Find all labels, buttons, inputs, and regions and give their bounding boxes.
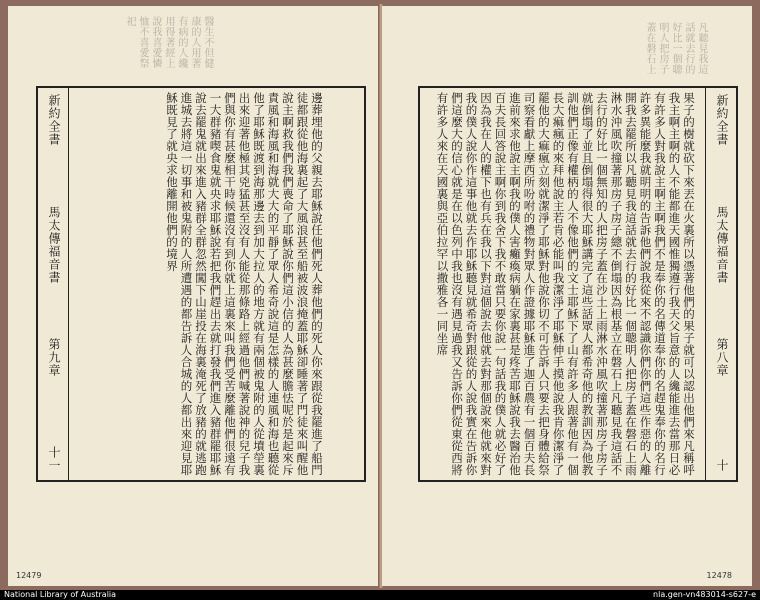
- right-page-margin-header: [705, 88, 736, 480]
- right-page-chapter-label: 第八章: [715, 338, 729, 377]
- footer-library-name: National Library of Australia: [4, 590, 117, 599]
- right-page-inventory-mark: 12478: [706, 571, 732, 580]
- right-page: [382, 6, 752, 586]
- right-page-body-text: 果子的樹就砍下來丟在火裏所以憑著他們的果子就可以認出他們來凡稱呼我主啊主啊的人不能都進天國惟獨遵行我天父旨意的人纔能進去當那日必有許多人對我說主啊主啊我們不是奉你的名傳道奉你的名趕鬼奉你的名行許多異能麼我就明明的告訴他們說我從來不認識你們你們這些作惡的人離開我去罷所以凡聽見我這話就去行的好比一個聰明人把房子蓋在磐石上雨淋水沖風吹撞著那房子房子總不倒塌因為根基立在磐石上凡聽見我這話不去行的好比一個無知的人把房子蓋在沙土上雨淋水沖風吹撞著那房子房子就倒塌了並且倒塌得很大耶穌講完了這些話眾人都希奇他的教訓因為他教訓他們正像有權柄的人不像他們的文士耶穌下了山有許多人跟著他有一個長大痲瘋的來拜他說主若肯必能叫我潔淨了耶穌伸手摸他說我肯你潔淨了罷他的大痲瘋立刻就潔淨了耶穌對他說你切不可告訴人只要去把身體給祭司察看獻上摩西所吩咐的禮物對眾人作證據耶穌進了迦百農有一個百夫長進前來求他說主啊我的僕人害癱瘓病躺在家裏甚是疼苦耶穌說我去醫治他百夫長回答說主啊你到我舍下我不敢當只要你說一句話我的僕人就必好了因為我在人的權下也有兵在我以下對這個說去他就去對那個說來他就來對我的僕人說你作這事他就去作耶穌聽見就希奇對跟從的人說我實在告訴你們這麼大的信心就是在以色列中我也沒有遇見過我又告訴你們從東從西將有許多人來在天國裏與亞伯拉罕以撒雅各一同坐席: [435, 92, 696, 476]
- left-page-chapter-label: 第九章: [47, 338, 61, 377]
- footer-record-id: nla.gen-vn483014-s627-e: [653, 590, 756, 599]
- left-page: [8, 6, 380, 586]
- left-page-inventory-mark: 12479: [16, 571, 42, 580]
- left-page-book-title: 新約全書: [47, 94, 61, 146]
- footer-bar: [0, 590, 760, 600]
- right-page-folio-number: 十: [715, 459, 729, 472]
- right-page-bleed-through: 凡聽見我這話就去行的好比一個聰明人把房子蓋在磐石上: [644, 22, 707, 75]
- left-page-margin-header: [38, 88, 69, 480]
- left-page-body-text: 邊葬埋他的父親去耶穌說任他們死人葬他們的死人你來跟從我罷進了船門徒都跟從他海裏起了大風浪甚至船被波浪掩蓋耶穌卻睡著了門徒來叫醒他說主啊救我們我們喪命了耶穌說你們這小信的人為甚麼膽怯呢於是起來斥責風和海風和海就大大的平靜了眾人希奇說這是怎樣的人連風和海也聽從他了耶穌既渡到海那邊去到加大拉人的地方就有兩個被鬼附的人從墳塋裏出來迎著他極其兇猛甚至沒有人能從那條路上經過他們喊著說神的兒子我們與你有甚麼相干時候還沒有到你就上這裏來叫我們受苦麼離他們很遠有一大群豬喫食鬼就央求耶穌說若把我們趕出去就打發我們進入豬群罷耶穌說去罷鬼就出來進入豬群全群忽然闖下山崖投在海裏淹死了放豬的就逃跑進城去將這一切事和被鬼附的人所遭遇的都告訴人合城的人都出來迎見耶穌既見了就央求他離開他們的境界: [165, 92, 324, 476]
- left-page-bleed-through: 醫生不但健康的人用著有病的人纔用得著經上說我喜愛憐恤不喜愛祭祀: [124, 16, 213, 69]
- left-page-text-frame: [36, 86, 366, 482]
- right-page-book-title: 新約全書: [715, 94, 729, 146]
- left-page-gospel-title: 馬太傳福音書: [47, 206, 61, 284]
- right-page-text-frame: [418, 86, 738, 482]
- right-page-gospel-title: 馬太傳福音書: [715, 206, 729, 284]
- left-page-folio-number: 十一: [47, 446, 61, 472]
